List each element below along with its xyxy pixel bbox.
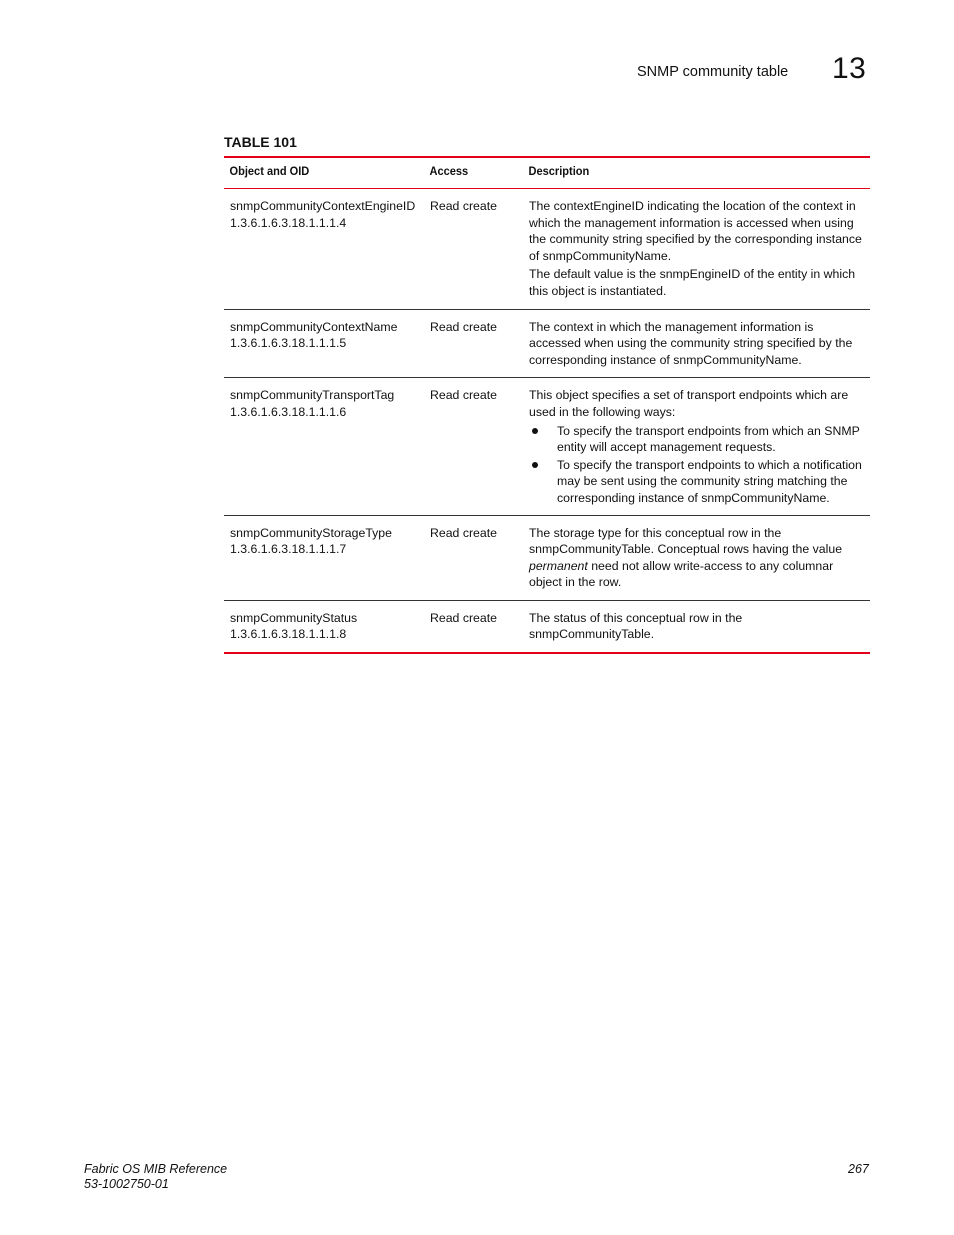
object-oid: 1.3.6.1.6.3.18.1.1.1.5	[230, 336, 347, 351]
description-cell	[523, 600, 870, 653]
object-name: snmpCommunityContextEngineID	[230, 199, 416, 213]
footer-document-info	[84, 1162, 227, 1192]
description-paragraph: The context in which the management information is accessed when using the community string specified by the corresponding instance of snmpCommunityName.	[529, 319, 853, 367]
page-number: 267	[848, 1162, 869, 1176]
object-name: snmpCommunityStorageType	[230, 525, 392, 540]
description-paragraph: The default value is the snmpEngineID of the entity in which this object is instantiated.	[529, 267, 856, 298]
table-header-row	[224, 157, 870, 189]
description-paragraph: The contextEngineID indicating the location of the context in which the management information is accessed when using the community string specified by the corresponding instance of snmpCommunityName.	[529, 199, 862, 263]
table-row	[224, 309, 870, 378]
description-cell	[523, 189, 870, 310]
bullet-item	[529, 457, 864, 507]
column-header-access: Access	[429, 164, 469, 178]
object-name: snmpCommunityContextName	[230, 319, 398, 334]
column-header-description: Description	[528, 164, 590, 178]
object-cell	[224, 189, 424, 310]
table-row	[224, 515, 870, 600]
bullet-icon	[532, 462, 538, 468]
object-cell	[224, 600, 424, 653]
object-oid: 1.3.6.1.6.3.18.1.1.1.7	[230, 542, 347, 557]
object-oid: 1.3.6.1.6.3.18.1.1.1.8	[230, 627, 347, 642]
running-header-section-title: SNMP community table	[637, 64, 789, 80]
description-text: need not allow write-access to any columnar object in the row.	[529, 558, 834, 590]
object-cell	[224, 309, 424, 378]
access-cell: Read create	[430, 388, 497, 403]
description-text: The storage type for this conceptual row in the snmpCommunityTable. Conceptual rows having the value	[529, 525, 843, 557]
column-header-object: Object and OID	[229, 164, 310, 178]
object-cell	[224, 378, 424, 515]
object-oid: 1.3.6.1.6.3.18.1.1.1.6	[230, 404, 347, 419]
description-cell	[523, 515, 870, 600]
description-paragraph: This object specifies a set of transport endpoints which are used in the following ways:	[529, 388, 849, 419]
object-name: snmpCommunityTransportTag	[230, 388, 395, 403]
access-cell: Read create	[430, 319, 497, 334]
object-cell	[224, 515, 424, 600]
object-oid: 1.3.6.1.6.3.18.1.1.1.4	[230, 215, 347, 230]
table-row	[224, 189, 870, 310]
access-cell: Read create	[430, 199, 497, 213]
footer-doc-number: 53-1002750-01	[84, 1177, 169, 1191]
description-cell	[523, 378, 870, 515]
table-row	[224, 600, 870, 653]
description-cell	[523, 309, 870, 378]
bullet-text: To specify the transport endpoints from which an SNMP entity will accept management requests.	[557, 423, 860, 455]
table-caption: TABLE 101	[224, 134, 297, 150]
bullet-item	[529, 423, 864, 456]
mib-object-table	[224, 156, 870, 654]
chapter-number: 13	[832, 52, 867, 85]
bullet-text: To specify the transport endpoints to which a notification may be sent using the community string matching the corresponding instance of snmpCommunityName.	[557, 457, 862, 505]
description-paragraph	[529, 525, 864, 591]
access-cell: Read create	[430, 610, 497, 625]
access-cell: Read create	[430, 525, 497, 540]
bullet-icon	[532, 428, 538, 434]
description-paragraph: The status of this conceptual row in the snmpCommunityTable.	[529, 610, 743, 642]
table-row	[224, 378, 870, 515]
bullet-list	[529, 423, 864, 507]
footer-doc-title: Fabric OS MIB Reference	[84, 1162, 228, 1176]
description-emphasis: permanent	[529, 558, 588, 573]
object-name: snmpCommunityStatus	[230, 610, 358, 625]
